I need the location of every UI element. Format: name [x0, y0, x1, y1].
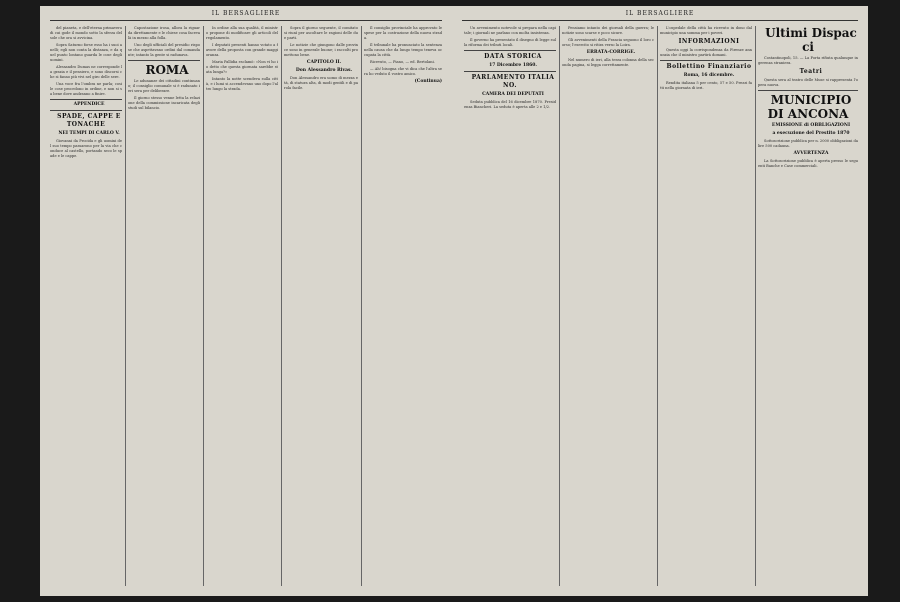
- paragraph: Gli avvenimenti della Francia seguono il loro corso; l'esercito si ritira verso la Loira.: [562, 38, 654, 47]
- section-heading: ERRATA-CORRIGE.: [586, 50, 636, 55]
- section-heading: AVVERTENZA: [793, 151, 829, 156]
- paragraph: Intanto la notte scendeva sulla città, e i lumi si accendevano uno dopo l'altro lungo la strada.: [206, 77, 278, 91]
- column-rule: [281, 26, 282, 586]
- paragraph: Maria Pallidia esclamò: «Non vi ho io detto che questa giornata sarebbe stata lunga?»: [206, 60, 278, 74]
- paragraph: Rendita italiana 5 per cento, 57 e 50. Prezzi fatti nella giornata di ieri.: [660, 81, 752, 90]
- paragraph: Le notizie che giungono dalle province sono in generale buone; i raccolti promettono bene.: [284, 43, 358, 57]
- column-1: [50, 26, 122, 590]
- chapter-subheading: Don Alessandro Rivas.: [295, 68, 353, 73]
- paragraph: Sottoscrizione pubblica per n. 2000 obbligazioni da lire 500 cadauna.: [758, 139, 858, 148]
- column-rule: [755, 26, 756, 586]
- paragraph: Le adunanze dei cittadini continuano; il consiglio comunale si è radunato ieri sera per deliberare.: [128, 79, 200, 93]
- column-rule: [559, 26, 560, 586]
- paragraph: Uno degli ufficiali del presidio rispose che aspettavano ordini dal comandante; intanto la gente si radunava.: [128, 43, 200, 57]
- divider: [660, 60, 752, 61]
- paragraph: Giovanni da Procida e gli uomini del suo tempo passarono per la via che conduce al castello, portando seco le spade e le cappe.: [50, 139, 122, 158]
- paragraph: Un avvenimento notevole si prepara nella capitale; i giornali ne parlano con molta insistenza.: [464, 26, 556, 35]
- column-4: [758, 26, 858, 590]
- paragraph: Pensiamo intanto dei giornali della guerra; le notizie sono scarse e poco sicure.: [562, 26, 654, 35]
- header-rule: [462, 20, 858, 21]
- serial-subtitle: NEI TEMPI DI CARLO V.: [58, 131, 120, 136]
- paragraph: In ordine alla sua qualità, il ministro propone di modificare gli articoli del regolamento.: [206, 26, 278, 40]
- paragraph: Don Alessandro era uomo di mezza età, di statura alta, di modi gentili e di parola facile.: [284, 76, 358, 90]
- column-2: [562, 26, 654, 590]
- paragraph: Costantinopoli, 15. — La Porta rifiuta qualunque ingerenza straniera.: [758, 56, 858, 65]
- paragraph: L'ospedale della città ha ricevuto in dono dal municipio una somma per i poveri.: [660, 26, 752, 35]
- divider: [464, 50, 556, 51]
- section-heading: Teatri: [799, 68, 823, 75]
- running-header: IL BERSAGLIERE: [625, 10, 695, 17]
- column-5: [364, 26, 442, 590]
- paragraph: Questa sera al teatro delle Muse si rappresenta l'opera nuova.: [758, 78, 858, 87]
- paragraph: Capostazione irosa, allora la riguarda direttamente e le chiese cosa faceva là in mezzo alla folla.: [128, 26, 200, 40]
- divider: [128, 60, 200, 61]
- running-header: IL BERSAGLIERE: [211, 10, 281, 17]
- paragraph: Il tribunale ha pronunciato la sentenza nella causa che da lungo tempo teneva occupata la città.: [364, 43, 442, 57]
- section-heading: PARLAMENTO ITALIANO.: [471, 74, 555, 89]
- advertisement-subheading: a esecuzione del Prestito 1870: [772, 131, 850, 136]
- paragraph: Questa oggi la corrispondenza da Firenze annunzia che il ministro partirà domani.: [660, 48, 752, 57]
- section-heading: Ultimi Dispacci: [765, 26, 857, 54]
- divider: [50, 99, 122, 100]
- divider: [464, 71, 556, 72]
- paragraph: Il giorno stesso venne letta la relazione della commissione incaricata degli studi sul bilancio.: [128, 96, 200, 110]
- column-3: [660, 26, 752, 590]
- section-heading: Bollettino Finanziario: [666, 63, 752, 70]
- paragraph: Il consiglio provinciale ha approvato le spese per la costruzione della nuova strada.: [364, 26, 442, 40]
- section-heading: INFORMAZIONI: [678, 38, 740, 45]
- divider: [758, 90, 858, 91]
- section-heading: ROMA: [145, 63, 189, 77]
- serial-title: SPADE, CAPPE E TONACHE: [57, 113, 121, 128]
- paragraph: del pianeta, e dell'eterna primavera di cui gode il mondo sotto la sferza del sole che ora si avvicina.: [50, 26, 122, 40]
- section-subheading: 17 Dicembre 1860.: [489, 63, 537, 68]
- paragraph: Il governo ha presentato il disegno di legge sulla riforma dei tributi locali.: [464, 38, 556, 47]
- section-heading: APPENDICE: [73, 102, 105, 107]
- column-1: [464, 26, 556, 590]
- paragraph: Sopra Saturno forse esso ha i suoi anelli; egli non conta la distanza, e da quel punto lontano guarda le cose degli uomini.: [50, 43, 122, 62]
- header-rule: [50, 20, 442, 21]
- column-rule: [361, 26, 362, 586]
- column-rule: [125, 26, 126, 586]
- column-rule: [203, 26, 204, 586]
- divider: [50, 110, 122, 111]
- column-4: [284, 26, 358, 590]
- section-heading: DATA STORICA: [484, 53, 542, 60]
- column-3: [206, 26, 278, 590]
- paragraph: Sopra il giorno seguente, il comitato si riunì per ascoltare le ragioni delle due parti.: [284, 26, 358, 40]
- paragraph: Nel numero di ieri, alla terza colonna della seconda pagina, si legga correttamente.: [562, 58, 654, 67]
- column-rule: [657, 26, 658, 586]
- chapter-heading: CAPITOLO II.: [306, 60, 342, 65]
- paragraph: Alessandro Dumas ne corresponde la grazia e il pensiero, e sono discorsi che si fanno più vivi nel giro delle sere.: [50, 65, 122, 79]
- advertisement-subheading: EMISSIONE di OBBLIGAZIONI: [771, 123, 851, 128]
- right-page: [452, 6, 868, 596]
- column-2: [128, 26, 200, 590]
- paragraph: Una voce fra l'ombra ne parla; cosi le cose procedono in ordine, e non si sa bene dove andranno a finire.: [50, 82, 122, 96]
- paragraph: Seduta pubblica del 16 dicembre 1870. Presidenza Biancheri. La seduta è aperta alle 2 e 1/2.: [464, 100, 556, 109]
- paragraph: Ricevuto, — Piano, — ed. Bertolani.: [370, 60, 435, 64]
- section-subheading: CAMERA DEI DEPUTATI: [482, 92, 544, 97]
- paragraph: La Sottoscrizione pubblica è aperta presso le seguenti Banche e Case commerciali.: [758, 159, 858, 168]
- advertisement-heading: MUNICIPIO DI ANCONA: [767, 93, 852, 121]
- paragraph: I deputati presenti hanno votato a favore della proposta con grande maggioranza.: [206, 43, 278, 57]
- paragraph: — Ah! bisogna che vi dica che l'altra sera ho veduto il vostro amico.: [364, 67, 442, 76]
- continued-note: (Continua): [414, 79, 442, 84]
- left-page: [40, 6, 452, 596]
- section-subheading: Roma, 16 dicembre.: [683, 73, 735, 78]
